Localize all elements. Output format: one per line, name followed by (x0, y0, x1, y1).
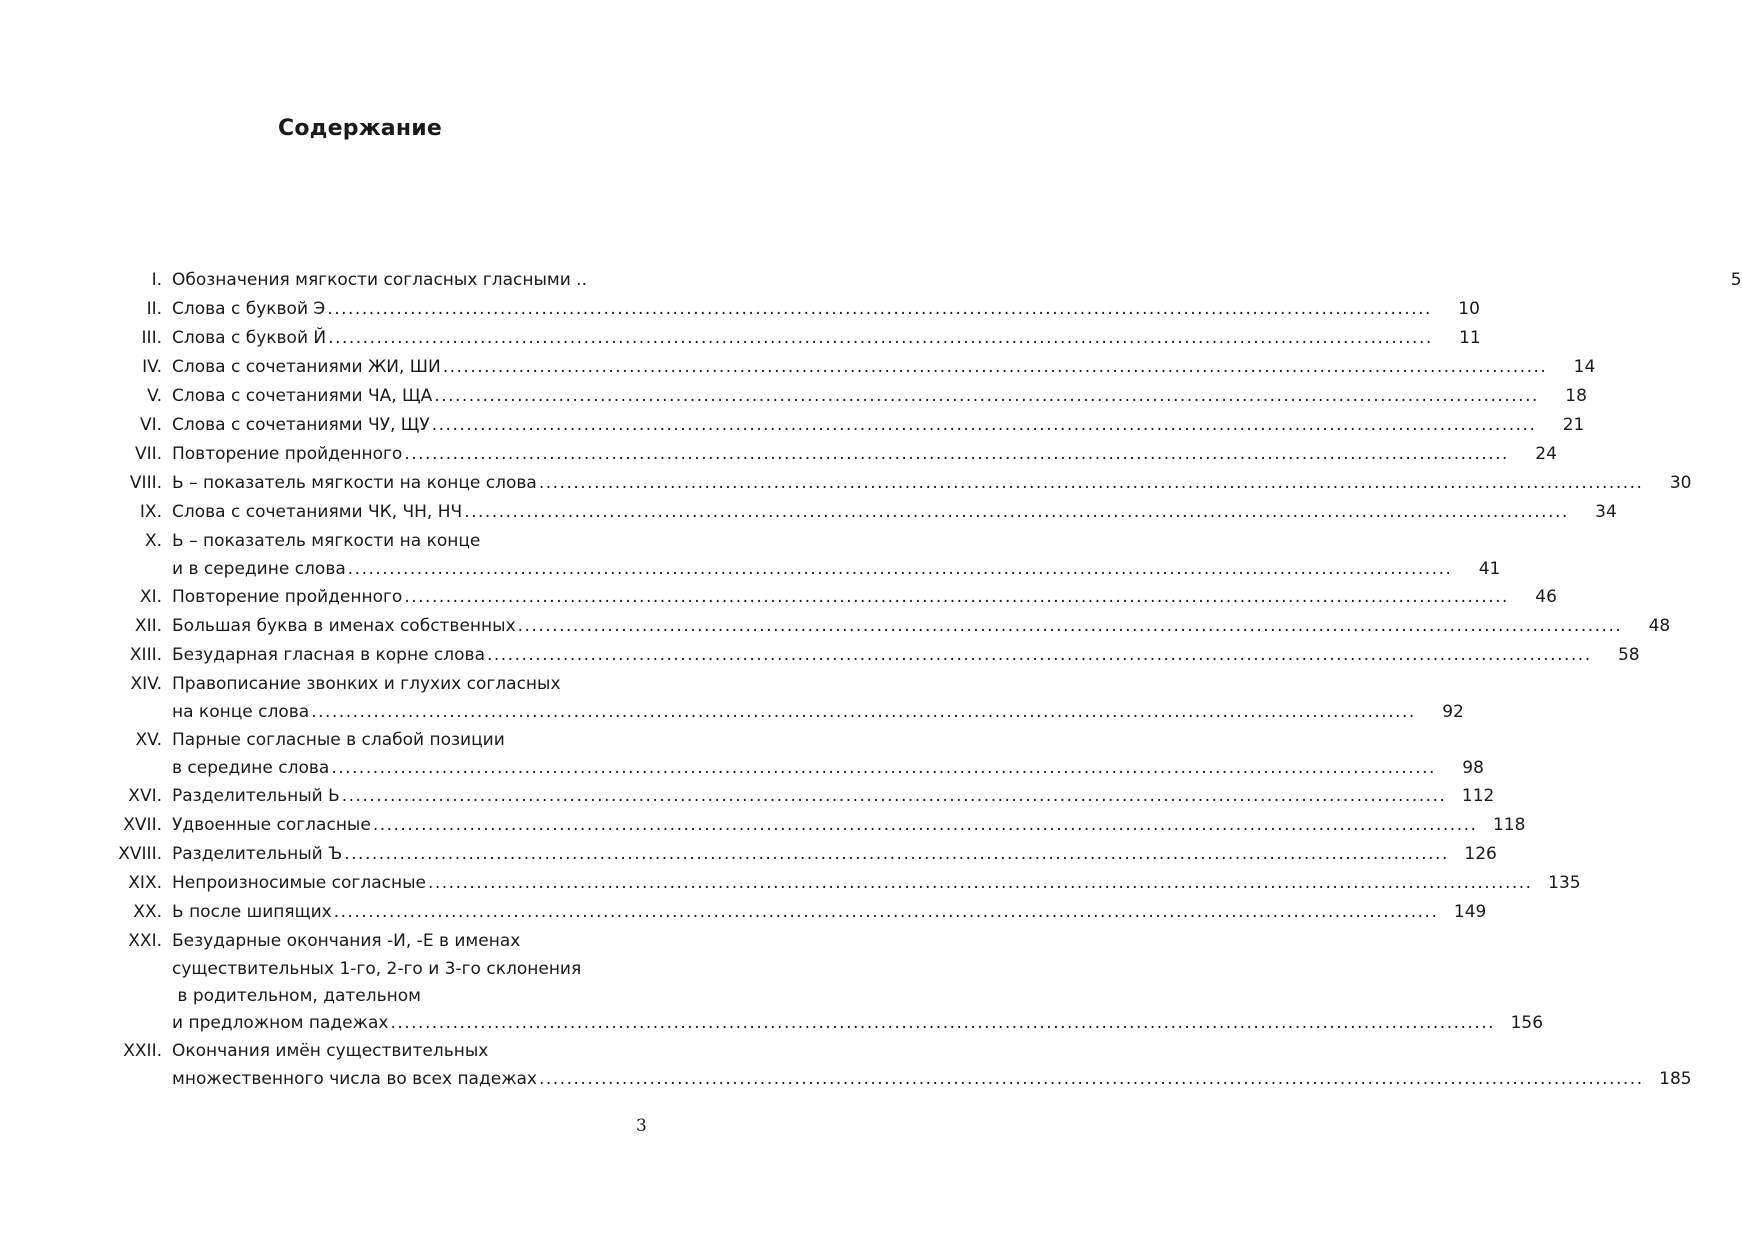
toc-entry (100, 641, 1640, 670)
toc-entry-line (100, 527, 648, 556)
page-ref: 24 (1535, 444, 1557, 464)
dot-leader (334, 898, 1439, 927)
page-ref: 41 (1478, 559, 1501, 579)
toc-entry (100, 927, 1544, 1037)
chapter-title: Ь – показатель мягкости на конце (172, 531, 481, 551)
toc-entry (100, 811, 1526, 840)
dot-leader (373, 811, 1478, 840)
dot-leader (390, 1010, 1495, 1037)
page-ref: 58 (1617, 645, 1640, 665)
toc-entry (100, 295, 1480, 324)
dot-leader (331, 755, 1436, 782)
toc-entry (100, 266, 1742, 295)
page-ref: 18 (1565, 386, 1587, 406)
toc-entry-line (100, 324, 1481, 353)
page-ref: 118 (1492, 815, 1526, 835)
chapter-title: Непроизносимые согласные (172, 873, 426, 893)
chapter-title: в родительном, дательном (172, 986, 421, 1006)
toc-entry-line (100, 440, 1557, 469)
toc-entry (100, 612, 1671, 641)
dot-leader (311, 699, 1416, 726)
page-ref: 98 (1462, 758, 1484, 778)
chapter-title: Слова с сочетаниями ЖИ, ШИ (172, 357, 441, 377)
chapter-title: и предложном падежах (172, 1013, 389, 1033)
chapter-number: V. (147, 386, 162, 406)
chapter-title: Парные согласные в слабой позиции (172, 730, 505, 750)
toc-entry-line (100, 755, 1484, 782)
toc-entry-line (100, 782, 1495, 811)
toc-entry-line (100, 956, 648, 983)
toc-entry-line (100, 498, 1617, 527)
toc-entry (100, 670, 1464, 726)
page-ref: 48 (1648, 616, 1671, 636)
chapter-number: XX. (133, 902, 162, 922)
chapter-number: XII. (134, 616, 162, 636)
chapter-number: XIV. (130, 674, 162, 694)
page-ref: 14 (1573, 357, 1596, 377)
chapter-title: Удвоенные согласные (172, 815, 371, 835)
chapter-title: Повторение пройденного (172, 587, 403, 607)
toc-entry (100, 898, 1487, 927)
dot-leader (434, 382, 1539, 411)
chapter-number: II. (146, 299, 162, 319)
chapter-title: Безударная гласная в корне слова (172, 645, 485, 665)
toc-entry-line (100, 1037, 648, 1066)
toc-entry-line (100, 641, 1640, 670)
page-ref: 126 (1464, 844, 1497, 864)
page-ref: 92 (1442, 702, 1464, 722)
toc-entry-line (100, 411, 1585, 440)
toc-entry (100, 726, 1484, 782)
chapter-title: на конце слова (172, 702, 310, 722)
chapter-title: и в середине слова (172, 559, 346, 579)
toc-entry-line (100, 266, 1742, 295)
toc-entry (100, 353, 1596, 382)
chapter-number: I. (151, 270, 162, 290)
chapter-number: XXI. (128, 931, 162, 951)
dot-leader (539, 469, 1644, 498)
toc-entry-line (100, 983, 648, 1010)
chapter-title: Разделительный Ъ (172, 844, 343, 864)
dot-leader (328, 324, 1433, 353)
chapter-number: XIX. (128, 873, 162, 893)
toc-entry-line (100, 612, 1671, 641)
dot-leader (539, 1066, 1644, 1093)
dot-leader (344, 840, 1449, 869)
toc-entry (100, 324, 1481, 353)
page-ref: 135 (1548, 873, 1581, 893)
chapter-number: XV. (135, 730, 162, 750)
chapter-title: Безударные окончания -И, -Е в именах (172, 931, 521, 951)
page-ref: 185 (1659, 1069, 1692, 1089)
chapter-number: VII. (134, 444, 162, 464)
chapter-title: существительных 1-го, 2-го и 3-го склонения (172, 959, 582, 979)
toc-entry-line (100, 811, 1526, 840)
chapter-number: VIII. (129, 473, 162, 493)
dot-leader (432, 411, 1537, 440)
chapter-title: Большая буква в именах собственных (172, 616, 516, 636)
toc-entry (100, 411, 1585, 440)
toc-entry-line (100, 295, 1480, 324)
toc-entry-line (100, 898, 1487, 927)
chapter-number: IX. (139, 502, 162, 522)
toc-entry (100, 869, 1581, 898)
chapter-number: XI. (139, 587, 162, 607)
chapter-title: Ь после шипящих (172, 902, 332, 922)
dot-leader (487, 641, 1592, 670)
toc-entry-line (100, 1010, 1544, 1037)
chapter-number: X. (144, 531, 162, 551)
chapter-title: Слова с буквой Э (172, 299, 326, 319)
chapter-number: XXII. (123, 1041, 162, 1061)
page-ref: 21 (1562, 415, 1585, 435)
page-ref: 112 (1461, 786, 1495, 806)
chapter-title: Повторение пройденного (172, 444, 403, 464)
toc-entry (100, 440, 1557, 469)
toc-entry (100, 583, 1557, 612)
chapter-title: Слова с сочетаниями ЧА, ЩА (172, 386, 433, 406)
chapter-title: Обозначения мягкости согласных гласными .. (172, 270, 587, 290)
table-of-contents (100, 266, 1742, 1093)
chapter-title: в середине слова (172, 758, 330, 778)
page-ref: 34 (1595, 502, 1617, 522)
toc-entry (100, 382, 1587, 411)
toc-entry-line (100, 382, 1587, 411)
page-title: Содержание (278, 116, 442, 141)
dot-leader (404, 440, 1509, 469)
chapter-title: Окончания имён существительных (172, 1041, 489, 1061)
chapter-title: множественного числа во всех падежах (172, 1069, 537, 1089)
chapter-number: XVII. (123, 815, 162, 835)
page-ref: 30 (1669, 473, 1692, 493)
toc-entry-line (100, 699, 1464, 726)
dot-leader (428, 869, 1533, 898)
chapter-title: Слова с буквой Й (172, 328, 327, 348)
toc-entry-line (100, 840, 1497, 869)
dot-leader (348, 556, 1453, 583)
toc-entry (100, 469, 1692, 498)
toc-entry (100, 1037, 1692, 1093)
chapter-number: VI. (139, 415, 162, 435)
chapter-title: Слова с сочетаниями ЧК, ЧН, НЧ (172, 502, 463, 522)
chapter-number: XIII. (129, 645, 162, 665)
page-ref: 10 (1458, 299, 1480, 319)
toc-entry (100, 527, 1501, 583)
toc-entry (100, 498, 1617, 527)
toc-entry-line (100, 726, 648, 755)
toc-entry (100, 840, 1497, 869)
page-number: 3 (636, 1116, 647, 1136)
toc-entry-line (100, 353, 1596, 382)
chapter-title: Ь – показатель мягкости на конце слова (172, 473, 537, 493)
page-ref: 46 (1535, 587, 1557, 607)
toc-entry-line (100, 869, 1581, 898)
dot-leader (443, 353, 1548, 382)
chapter-title: Правописание звонких и глухих согласных (172, 674, 561, 694)
chapter-number: IV. (142, 357, 162, 377)
page-ref: 11 (1459, 328, 1481, 348)
chapter-number: XVI. (128, 786, 162, 806)
toc-entry-line (100, 927, 648, 956)
chapter-title: Разделительный Ь (172, 786, 340, 806)
chapter-title: Слова с сочетаниями ЧУ, ЩУ (172, 415, 430, 435)
dot-leader (327, 295, 1432, 324)
toc-entry-line (100, 1066, 1692, 1093)
toc-entry-line (100, 583, 1557, 612)
toc-entry-line (100, 670, 648, 699)
chapter-number: III. (141, 328, 162, 348)
dot-leader (342, 782, 1447, 811)
toc-entry (100, 782, 1495, 811)
page-ref: 5 (1730, 270, 1742, 290)
dot-leader (404, 583, 1509, 612)
toc-entry-line (100, 469, 1692, 498)
chapter-number: XVIII. (118, 844, 162, 864)
toc-entry-line (100, 556, 1501, 583)
dot-leader (464, 498, 1569, 527)
page-ref: 149 (1453, 902, 1487, 922)
dot-leader (518, 612, 1623, 641)
page-ref: 156 (1510, 1013, 1544, 1033)
